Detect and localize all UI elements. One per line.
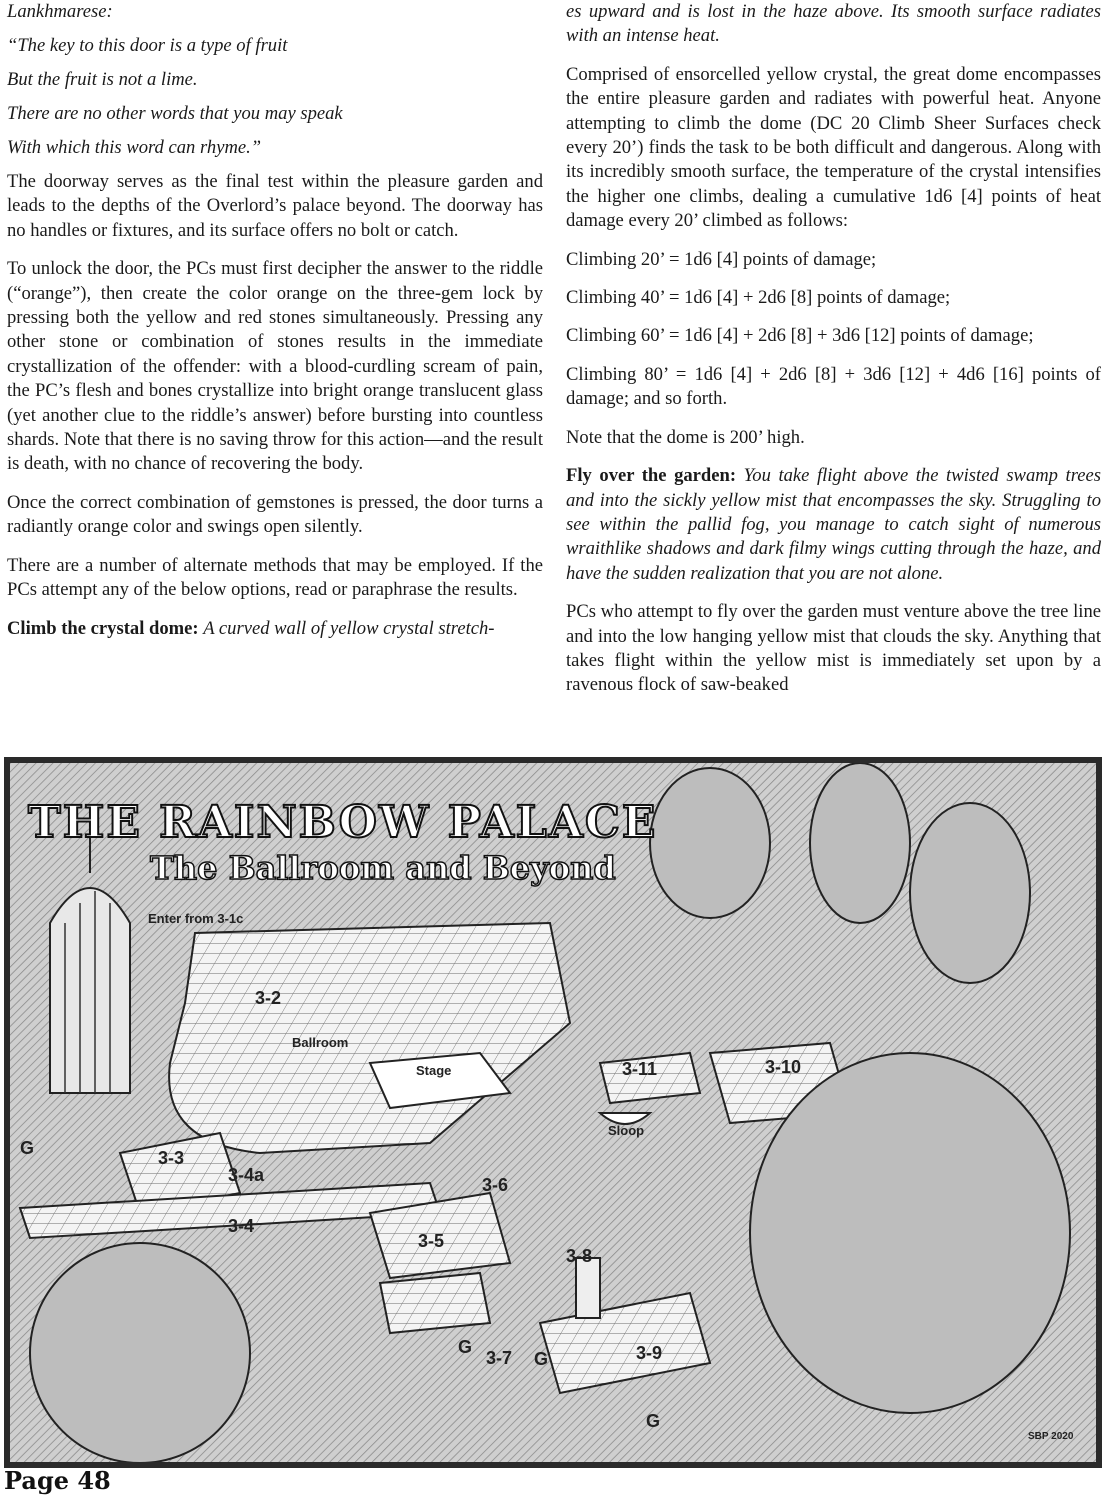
verse-line: There are no other words that you may speak [7, 103, 343, 124]
tower-3-8 [576, 1258, 600, 1318]
verse-line: With which this word can rhyme.” [7, 137, 262, 158]
artist-signature: SBP 2020 [1028, 1431, 1074, 1442]
room-label-3-7: 3-7 [486, 1348, 513, 1368]
paragraph-unlock: To unlock the door, the PCs must first decipher the answer to the riddle (“orange”), then create the color orange on the three-gem lock by pressing both the yellow and red stones simultaneously. Pressing any other stone or combination of stones results in the immediate crystallization of the offender: with a blood-curdling scream of pain, the PC’s flesh and bones crystallize into bright orange translucent glass (yet another clue to the riddle’s answer) before bursting into countless shards. Note that there is no saving throw for this action—and the result is death, with no chance of recovering the body. [7, 258, 543, 475]
gate-marker: G [20, 1138, 35, 1158]
paragraph-fly [566, 464, 1101, 586]
climb-readaloud: A curved wall of yellow crystal stretch- [203, 617, 495, 639]
room-label-3-9: 3-9 [636, 1343, 663, 1363]
climb-row: Climbing 40’ = 1d6 [4] + 2d6 [8] points of damage; [566, 287, 951, 309]
room-label-3-3: 3-3 [158, 1148, 185, 1168]
map-subtitle: The Ballroom and Beyond [150, 849, 616, 887]
paragraph-alternates: There are a number of alternate methods that may be employed. If the PCs attempt any of the below options, read or paraphrase the results. [7, 554, 543, 601]
climb-row: Climbing 20’ = 1d6 [4] points of damage; [566, 248, 877, 270]
enter-label: Enter from 3-1c [148, 911, 244, 926]
climb-heading: Climb the crystal dome: [7, 617, 199, 639]
paragraph-climb-dome [7, 617, 543, 641]
left-column [7, 0, 543, 655]
sloop-label: Sloop [608, 1123, 645, 1138]
room-label-3-10: 3-10 [765, 1057, 802, 1077]
gate-marker: G [646, 1411, 661, 1431]
verse-line: “The key to this door is a type of fruit [7, 35, 288, 56]
ballroom-label: Ballroom [292, 1035, 349, 1050]
paragraph-fly-result: PCs who attempt to fly over the garden must venture above the tree line and into the low hanging yellow mist that clouds the sky. Anything that takes flight within the yellow mist is immediately set upon by a ravenous flock of saw-beaked [566, 601, 1101, 696]
room-label-3-8: 3-8 [566, 1246, 593, 1266]
verse-line: But the fruit is not a lime. [7, 69, 198, 90]
room-label-3-4: 3-4 [228, 1216, 255, 1236]
paragraph-doorway: The doorway serves as the final test within the pleasure garden and leads to the depths of the Overlord’s palace beyond. The doorway has no handles or fixtures, and its surface offers no bolt or catch. [7, 171, 543, 241]
climb-row: Climbing 60’ = 1d6 [4] + 2d6 [8] + 3d6 [12] points of damage; [566, 325, 1034, 347]
riddle-verse [7, 0, 543, 160]
dome-height-note: Note that the dome is 200’ high. [566, 426, 805, 448]
room-label-3-11: 3-11 [622, 1059, 658, 1079]
page-number: Page 48 [4, 1466, 111, 1495]
verse-line: Lankhmarese: [7, 1, 113, 22]
paragraph-gemstones: Once the correct combination of gemstones is pressed, the door turns a radiantly orange color and swings open silently. [7, 491, 543, 538]
gate-marker: G [458, 1337, 473, 1357]
climb-row: Climbing 80’ = 1d6 [4] + 2d6 [8] + 3d6 [12] + 4d6 [16] points of damage; and so forth. [566, 363, 1101, 410]
room-label-3-4a: 3-4a [228, 1165, 265, 1185]
map-title: THE RAINBOW PALACE [28, 797, 658, 848]
corridor-3-7 [380, 1273, 490, 1333]
stage-label: Stage [416, 1063, 452, 1078]
fly-readaloud: You take flight above the twisted swamp trees and into the sickly yellow mist that encompasses the sky. Struggling to see within the pallid fog, you manage to catch sight of numerous wraithlike shadows and dark filmy wings cutting through the haze, and have the sudden realization that you are not alone. [566, 465, 1101, 584]
right-column [566, 0, 1101, 698]
rainbow-palace-map [4, 757, 1102, 1468]
fly-heading: Fly over the garden: [566, 465, 737, 487]
gate-marker: G [534, 1349, 549, 1369]
room-label-3-5: 3-5 [418, 1231, 445, 1251]
paragraph-dome: Comprised of ensorcelled yellow crystal, the great dome encompasses the entire pleasure garden and radiates with powerful heat. Anyone attempting to climb the dome (DC 20 Climb Sheer Surfaces check every 20’) finds the task to be both difficult and dangerous. Along with its incredibly smooth surface, the temperature of the crystal intensifies the higher one climbs, dealing a cumulative 1d6 [4] points of heat damage every 20’ climbed as follows: [566, 63, 1101, 232]
room-label-3-2: 3-2 [255, 988, 282, 1008]
climb-readaloud-continued: es upward and is lost in the haze above. Its smooth surface radiates with an intense heat. [566, 1, 1101, 47]
room-label-3-6: 3-6 [482, 1175, 509, 1195]
